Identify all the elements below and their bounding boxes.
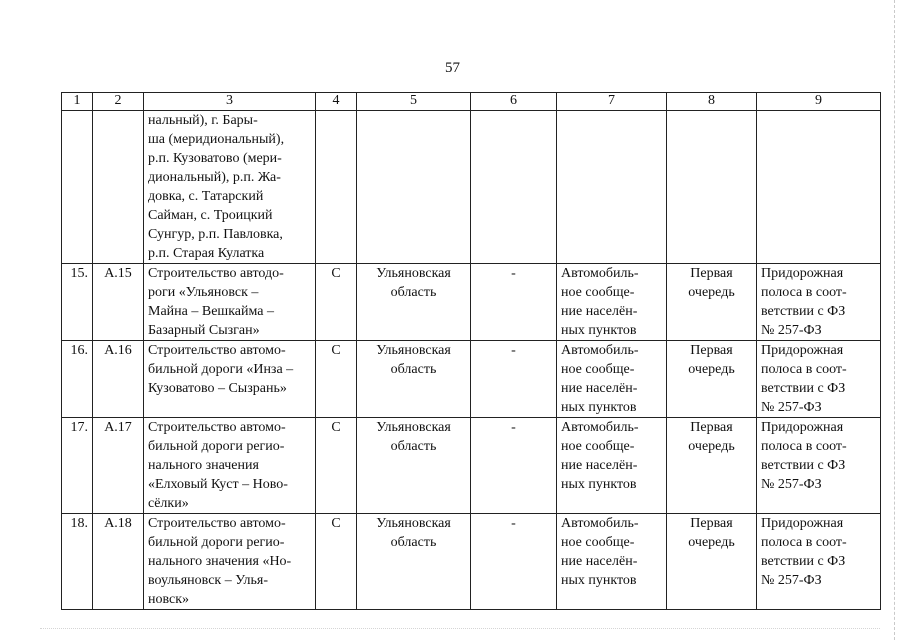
object-name-cell: Строительство автомо- бильной дороги регио- нального значения «Но- воульяновск – Улья- новск»	[144, 514, 316, 610]
region-cell: Ульяновская область	[357, 514, 471, 610]
stage-cell: Первая очередь	[667, 341, 757, 418]
status-cell: С	[316, 514, 357, 610]
column-header: 4	[316, 93, 357, 111]
column-header: 6	[471, 93, 557, 111]
page-edge	[894, 0, 895, 640]
column-header: 9	[757, 93, 881, 111]
table-row	[62, 264, 881, 341]
zone-cell: Придорожная полоса в соот- ветствии с ФЗ № 257-ФЗ	[757, 264, 881, 341]
row-number: 15.	[62, 264, 93, 341]
zone-cell: Придорожная полоса в соот- ветствии с ФЗ № 257-ФЗ	[757, 341, 881, 418]
status-cell: С	[316, 341, 357, 418]
planning-table	[61, 92, 881, 610]
object-name-cell: нальный), г. Бары- ша (меридиональный), р.п. Кузоватово (мери- диональный), р.п. Жа- довка, с. Татарский Сайман, с. Троицкий Сунгур, р.п. Павловка, р.п. Старая Кулатка	[144, 111, 316, 264]
column-header: 2	[93, 93, 144, 111]
row-number: 18.	[62, 514, 93, 610]
purpose-cell: Автомобиль- ное сообще- ние населён- ных пунктов	[557, 264, 667, 341]
column-6-cell: -	[471, 264, 557, 341]
table-row	[62, 514, 881, 610]
zone-cell: Придорожная полоса в соот- ветствии с ФЗ № 257-ФЗ	[757, 418, 881, 514]
row-number: 17.	[62, 418, 93, 514]
page-number: 57	[445, 60, 460, 76]
table-row-continuation	[62, 111, 881, 264]
header-row	[62, 93, 881, 111]
region-cell: Ульяновская область	[357, 418, 471, 514]
column-6-cell: -	[471, 418, 557, 514]
region-cell: Ульяновская область	[357, 341, 471, 418]
zone-cell: Придорожная полоса в соот- ветствии с ФЗ № 257-ФЗ	[757, 514, 881, 610]
column-header: 5	[357, 93, 471, 111]
column-6-cell: -	[471, 341, 557, 418]
row-code: А.17	[93, 418, 144, 514]
purpose-cell: Автомобиль- ное сообще- ние населён- ных пунктов	[557, 418, 667, 514]
column-header: 8	[667, 93, 757, 111]
row-code: А.18	[93, 514, 144, 610]
table-row	[62, 341, 881, 418]
table-row	[62, 418, 881, 514]
column-6-cell: -	[471, 514, 557, 610]
stage-cell: Первая очередь	[667, 418, 757, 514]
scan-noise	[40, 628, 880, 629]
row-code: А.16	[93, 341, 144, 418]
status-cell: С	[316, 418, 357, 514]
object-name-cell: Строительство автомо- бильной дороги регио- нального значения «Елховый Куст – Ново- сёлки»	[144, 418, 316, 514]
stage-cell: Первая очередь	[667, 514, 757, 610]
object-name-cell: Строительство автомо- бильной дороги «Инза – Кузоватово – Сызрань»	[144, 341, 316, 418]
column-header: 7	[557, 93, 667, 111]
purpose-cell: Автомобиль- ное сообще- ние населён- ных пунктов	[557, 514, 667, 610]
region-cell: Ульяновская область	[357, 264, 471, 341]
column-header: 3	[144, 93, 316, 111]
purpose-cell: Автомобиль- ное сообще- ние населён- ных пунктов	[557, 341, 667, 418]
column-header: 1	[62, 93, 93, 111]
status-cell: С	[316, 264, 357, 341]
row-code: А.15	[93, 264, 144, 341]
row-number: 16.	[62, 341, 93, 418]
stage-cell: Первая очередь	[667, 264, 757, 341]
object-name-cell: Строительство автодо- роги «Ульяновск – Майна – Вешкайма – Базарный Сызган»	[144, 264, 316, 341]
